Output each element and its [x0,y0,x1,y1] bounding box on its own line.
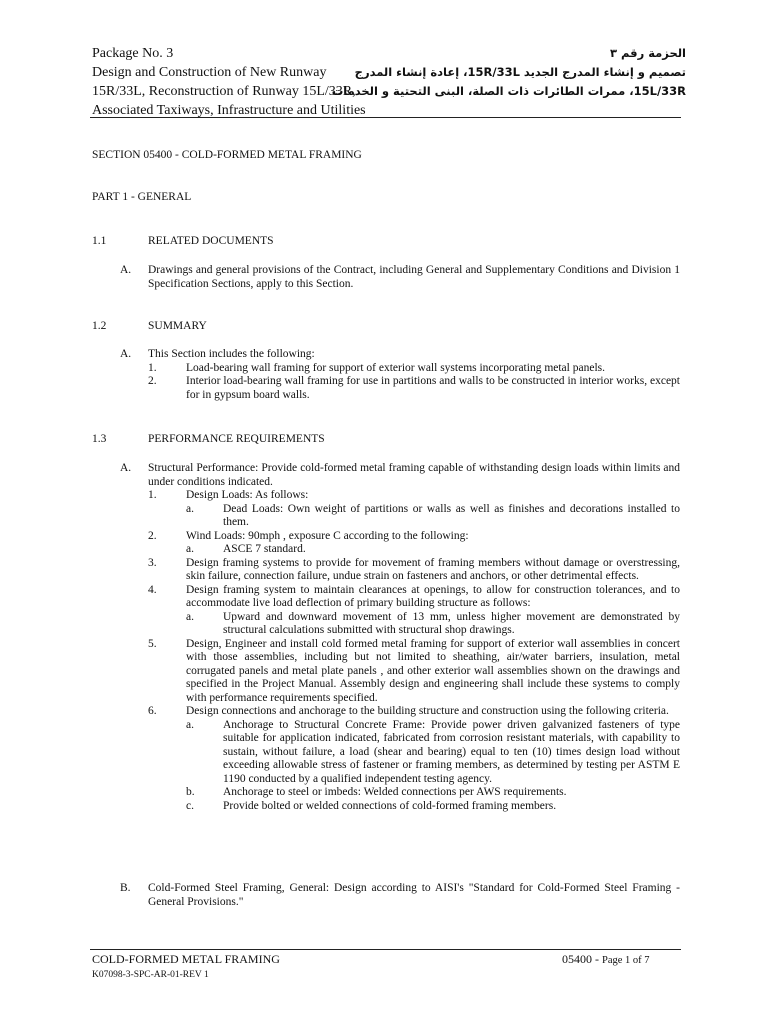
sub-list-item-text: Anchorage to steel or imbeds: Welded connections per AWS requirements. [223,786,567,798]
paragraph-label: A. [120,348,132,360]
list-item [148,362,680,376]
paragraph-text: This Section includes the following: [148,348,315,360]
paragraph-label: B. [120,882,131,894]
sub-list-item-label: b. [186,786,195,798]
header-arabic-info [331,44,686,101]
header-divider [90,117,681,118]
list-item [148,557,680,584]
article-body-1-3 [120,462,680,813]
paragraph-label: A. [120,462,132,474]
list-item [148,530,680,544]
sub-list-item-text: Provide bolted or welded connections of cold-formed framing members. [223,799,557,812]
list-item-text: Design framing system to maintain clearances at openings, to allow for construction tolerances, and to accommodate live load deflection of primary building structure as follows: [186,583,680,609]
sub-list-item [186,786,680,800]
article-title: PERFORMANCE REQUIREMENTS [148,433,325,445]
header-arabic-line: الحزمة رقم ٣ [609,46,686,60]
sub-list-item [186,611,680,638]
sub-list-item-text: Dead Loads: Own weight of partitions or walls as well as finishes and decorations installed to them. [223,502,680,528]
list-item [148,638,680,706]
sub-list-item-text: Anchorage to Structural Concrete Frame: Provide power driven galvanized fasteners of type suitable for application indicated, fabricated from corrosion resistant materials, with capability to sustain, without failure, a load (shear and bearing) equal to ten (10) times design load without exceeding allowable stress of fastener or framing members, as determined by testing per ASTM E 1190 conducted by a qualified independent testing agency. [223,718,680,785]
sub-list-item-text: Upward and downward movement of 13 mm, unless higher movement are demonstrated by structural calculations submitted with structural shop drawings. [223,610,680,636]
sub-list-item [186,719,680,787]
list-item-label: 6. [148,705,157,717]
list-item-label: 1. [148,489,157,501]
header-line: Design and Construction of New Runway [92,65,327,80]
list-item-label: 1. [148,361,157,374]
footer-title: COLD-FORMED METAL FRAMING [92,952,280,966]
sub-list-item-label: a. [186,718,194,731]
sub-list-item [186,543,680,557]
article-title: SUMMARY [148,320,207,332]
article-body-1-3-b [120,882,680,909]
list-item-text: Interior load-bearing wall framing for use in partitions and walls to be constructed in interior works, except for in gypsum board walls. [186,375,680,401]
list-item-label: 3. [148,556,157,569]
sub-list-item-label: a. [186,610,194,623]
list-item-text: Design Loads: As follows: [186,489,309,501]
paragraph [120,264,680,291]
footer-section-number: 05400 - [562,952,602,966]
list-item-text: Design connections and anchorage to the building structure and construction using the following criteria. [186,705,669,717]
list-item-label: 5. [148,637,157,650]
list-item-label: 4. [148,583,157,596]
list-item [148,584,680,611]
list-item-text: Wind Loads: 90mph , exposure C according to the following: [186,529,469,542]
list-item-label: 2. [148,375,157,387]
paragraph-text: Structural Performance: Provide cold-formed metal framing capable of withstanding design loads within limits and under conditions indicated. [148,462,680,488]
list-item-text: Design framing systems to provide for movement of framing members without damage or overstressing, skin failure, connection failure, undue strain on fasteners and anchors, or other detrimental effects. [186,556,680,582]
part-title: PART 1 - GENERAL [92,191,192,203]
paragraph-text: Drawings and general provisions of the Contract, including General and Supplementary Conditions and Division 1 Specification Sections, apply to this Section. [148,264,680,290]
article-body-1-2 [120,348,680,402]
sub-list-item-label: c. [186,799,194,812]
paragraph-text: Cold-Formed Steel Framing, General: Design according to AISI's "Standard for Cold-Formed Steel Framing - General Provisions." [148,882,680,908]
paragraph [120,348,680,362]
article-number: 1.1 [92,235,107,247]
article-body-1-1 [120,264,680,291]
sub-list-item-label: a. [186,543,194,555]
footer-page-info [562,953,650,968]
paragraph [120,882,680,909]
section-title: SECTION 05400 - COLD-FORMED METAL FRAMING [92,149,362,161]
sub-list-item-text: ASCE 7 standard. [223,543,306,555]
sub-list-item-label: a. [186,502,194,515]
list-item-text: Load-bearing wall framing for support of exterior wall systems incorporating metal panels. [186,361,605,374]
sub-list-item [186,503,680,530]
footer-page-number: Page 1 of 7 [602,955,650,966]
sub-list-item [186,800,680,814]
list-item [148,375,680,402]
paragraph [120,462,680,489]
header-line: Associated Taxiways, Infrastructure and Utilities [92,103,366,118]
list-item [148,489,680,503]
footer-document-code: K07098-3-SPC-AR-01-REV 1 [92,970,209,980]
header-arabic-line: 15L/33R، ممرات الطائرات ذات الصلة، البنى التحتية و الخدمات [331,84,686,98]
footer-divider [90,949,681,950]
article-title: RELATED DOCUMENTS [148,235,274,247]
article-number: 1.3 [92,433,107,445]
header-arabic-line: تصميم و إنشاء المدرج الجديد 15R/33L، إعادة إنشاء المدرج [354,65,686,79]
header-line: Package No. 3 [92,46,174,61]
article-number: 1.2 [92,320,107,332]
list-item-text: Design, Engineer and install cold formed metal framing for support of exterior wall assemblies in concert with those assemblies, including but not limited to sheathing, air/water barriers, insulation, metal corrugated panels and metal plate panels , and other exterior wall assemblies shown on the drawings and specified in the Project Manual. Assembly design and engineering shall include these systems to comply with performance requirements specified. [186,637,680,704]
list-item-label: 2. [148,529,157,542]
header-line: 15R/33L, Reconstruction of Runway 15L/33R, [92,84,356,99]
paragraph-label: A. [120,264,132,276]
list-item [148,705,680,719]
